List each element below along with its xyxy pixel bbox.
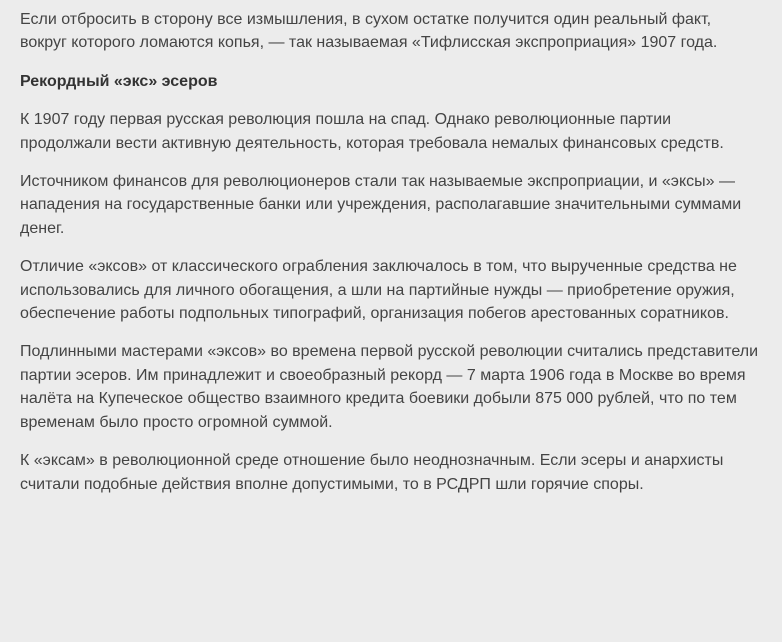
paragraph-1: К 1907 году первая русская революция пошла на спад. Однако революционные партии продолжали вести активную деятельность, которая требовала немалых финансовых средств. (20, 111, 724, 152)
intro-paragraph: Если отбросить в сторону все измышления, в сухом остатке получится один реальный факт, вокруг которого ломаются копья, — так называемая «Тифлисская экспроприация» 1907 года. (20, 11, 718, 52)
paragraph-5: К «эксам» в революционной среде отношение было неоднозначным. Если эсеры и анархисты считали подобные действия вполне допустимыми, то в РСДРП шли горячие споры. (20, 452, 724, 493)
paragraph-3: Отличие «эксов» от классического ограбления заключалось в том, что вырученные средства не использовались для личного обогащения, а шли на партийные нужды — приобретение оружия, обеспечение работы подпольных типографий, организация побегов арестованных соратников. (20, 258, 737, 323)
section-heading: Рекордный «экс» эсеров (20, 72, 218, 90)
paragraph-4: Подлинными мастерами «эксов» во времена первой русской революции считались представители партии эсеров. Им принадлежит и своеобразный рекорд — 7 марта 1906 года в Москве во время налёта на Купеческое общество взаимного кредита боевики добыли 875 000 рублей, что по тем временам было просто огромной суммой. (20, 343, 758, 431)
paragraph-2: Источником финансов для революционеров стали так называемые экспроприации, и «эксы» — нападения на государственные банки или учреждения, располагавшие значительными суммами денег. (20, 173, 742, 237)
